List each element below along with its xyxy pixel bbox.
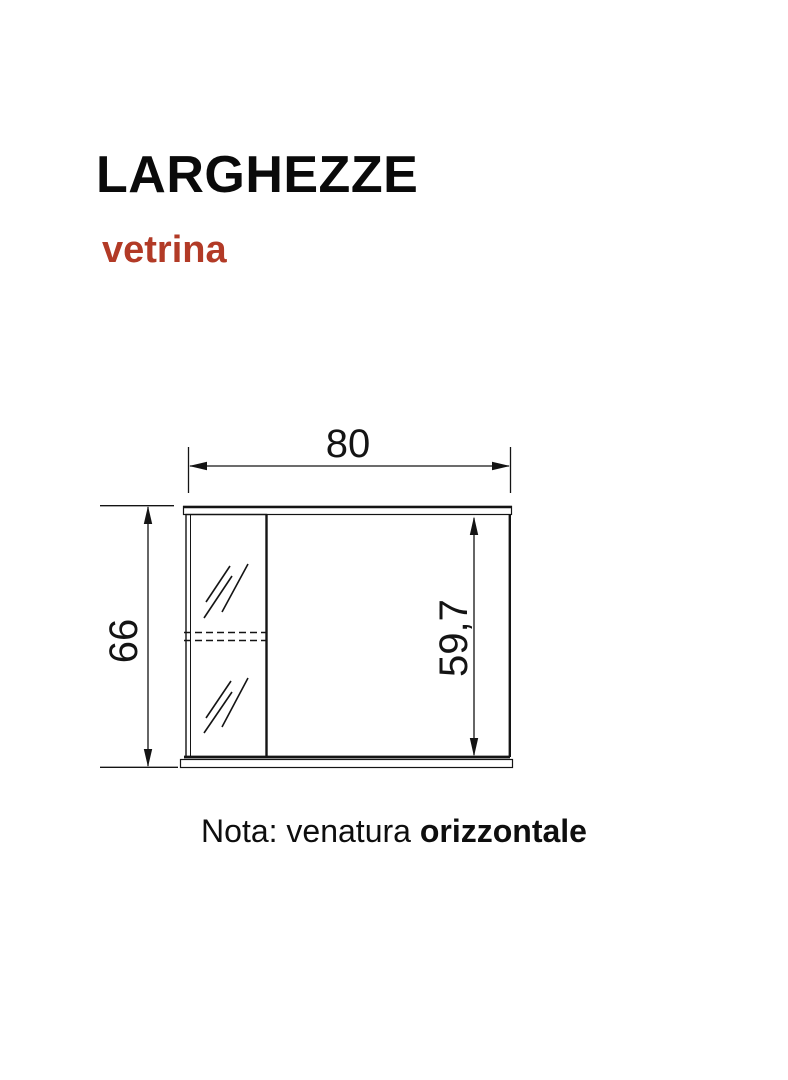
dimension-height-label: 66 [102, 618, 146, 664]
section-subtitle: vetrina [102, 229, 227, 271]
arrowhead-left-icon [189, 462, 207, 470]
arrowhead-up-icon [144, 506, 152, 524]
glass-hatch-lower-icon [204, 678, 248, 733]
arrowhead-up-icon [470, 517, 478, 536]
dimension-inner-height [432, 517, 478, 757]
note [0, 814, 788, 849]
dimension-width [189, 422, 511, 493]
bottom-plinth [181, 760, 513, 768]
dimension-inner-height-label: 59,7 [432, 599, 476, 677]
dimension-height [100, 506, 178, 768]
note-prefix: Nota: venatura [201, 813, 420, 849]
arrowhead-right-icon [492, 462, 510, 470]
shelf-dashed-line [184, 633, 266, 641]
arrowhead-down-icon [144, 749, 152, 767]
arrowhead-down-icon [470, 738, 478, 757]
glass-hatch-upper-icon [204, 564, 248, 618]
page-title: LARGHEZZE [96, 145, 419, 204]
note-emphasis: orizzontale [419, 813, 587, 849]
dimension-width-label: 80 [325, 422, 371, 466]
